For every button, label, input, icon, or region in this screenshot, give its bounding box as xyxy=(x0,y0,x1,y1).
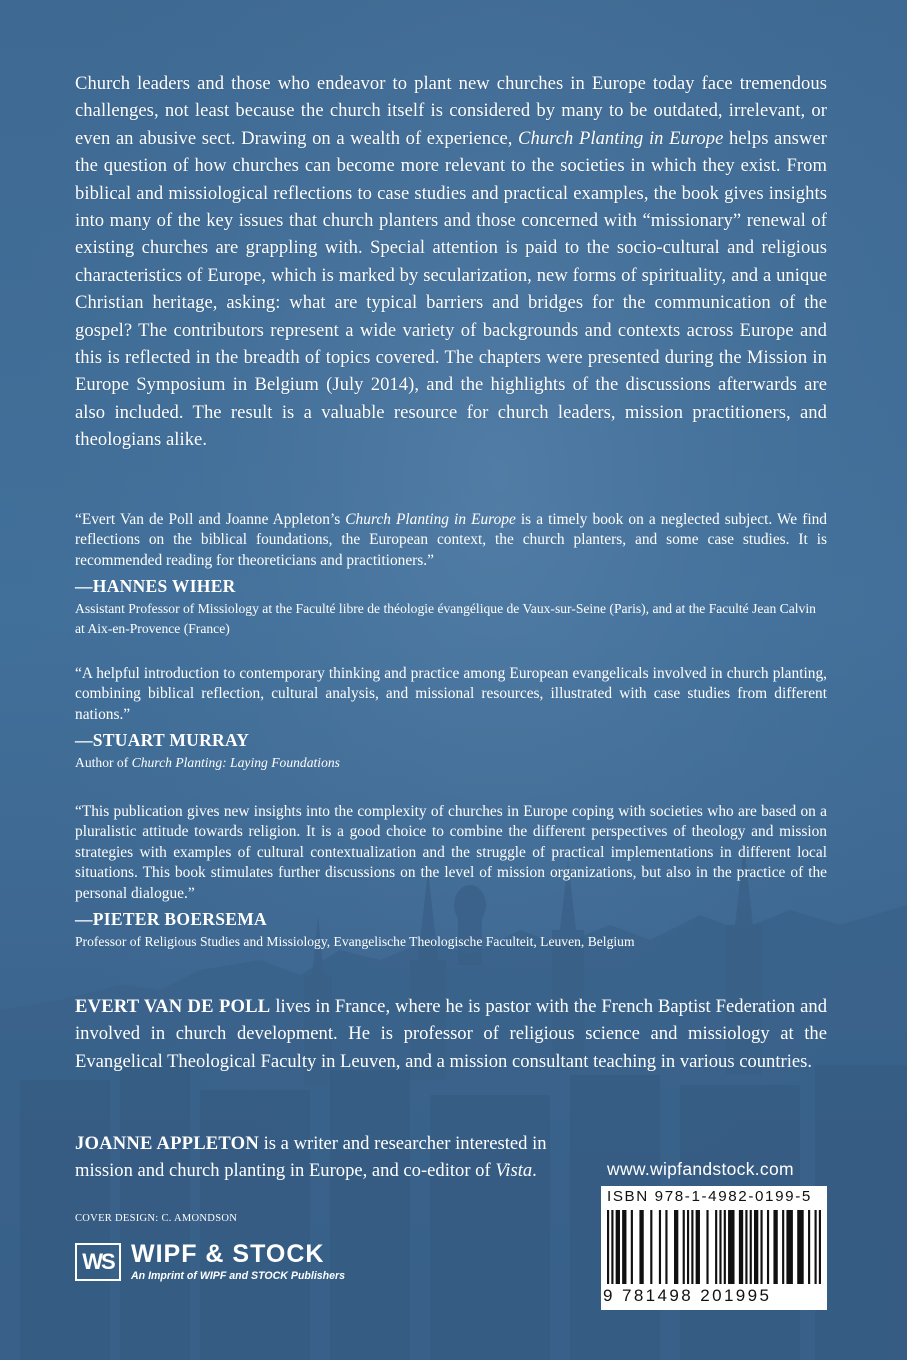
barcode-bar xyxy=(616,1210,620,1284)
blurb-text: Church leaders and those who endeavor to plant new churches in Europe today face tremendous challenges, not least because the church itself is considered by many to be outdated, irrelevant, or even an abusive sect. Drawing on a wealth of experience, xyxy=(75,73,827,149)
barcode-bar xyxy=(683,1210,685,1284)
barcode-bar xyxy=(639,1210,643,1284)
ws-logo-mark: WS xyxy=(75,1243,121,1281)
author-name: EVERT VAN DE POLL xyxy=(75,996,271,1017)
endorser-name: —HANNES WIHER xyxy=(75,576,236,597)
blurb-italic: Church Planting in Europe xyxy=(518,127,724,149)
barcode-bar xyxy=(750,1210,752,1284)
barcode-bar xyxy=(782,1210,784,1284)
role-text: Assistant Professor of Missiology at the Faculté libre de théologie évangélique de Vaux-sur-Seine (Paris), and at the Faculté Jean Calvin at Aix-en-Provence (France) xyxy=(75,601,816,637)
endorsement-quote xyxy=(75,510,827,571)
barcode-bar xyxy=(622,1210,626,1284)
endorsement-quote xyxy=(75,664,827,725)
barcode-bar xyxy=(808,1210,810,1284)
publisher-imprint: An Imprint of WIPF and STOCK Publishers xyxy=(131,1270,346,1282)
endorsement-hannes-wiher xyxy=(75,510,827,639)
bio-text: lives in France, where he is pastor with the French Baptist Federation and involved in church development. He is professor of religious science and missiology at the Evangelical Theological Faculty in Leuven, and a mission consultant teaching in various countries. xyxy=(75,996,827,1072)
barcode-bar xyxy=(724,1210,726,1284)
barcode-bar xyxy=(767,1210,769,1284)
isbn-digits: 9 781498 201995 xyxy=(603,1286,772,1305)
quote-text: is a timely book on a neglected subject. We find reflections on the biblical foundations, the European context, the church planters, and some case studies. It is recommended reading for theoreticians and practitioners.” xyxy=(75,511,827,569)
endorsement-pieter-boersema xyxy=(75,802,827,952)
barcode-bar xyxy=(797,1210,803,1284)
quote-text: “Evert Van de Poll and Joanne Appleton’s xyxy=(75,511,346,528)
publisher-name: WIPF & STOCK xyxy=(131,1240,325,1268)
barcode-bar xyxy=(739,1210,743,1284)
quote-text: “This publication gives new insights into the complexity of churches in Europe coping with societies who are based on a pluralistic attitude towards religion. It is a good choice to combine the different perspectives of theology and mission strategies with examples of cultural contextualization and the struggle of practical implementations in different local situations. This book stimulates further discussions on the level of mission organizations, but also in the practice of the personal dialogue.” xyxy=(75,803,827,902)
barcode-bar xyxy=(674,1210,678,1284)
cover-design-credit: COVER DESIGN: C. AMONDSON xyxy=(75,1213,238,1224)
barcode-bar xyxy=(786,1210,792,1284)
endorsement-stuart-murray xyxy=(75,664,827,773)
barcode-bar xyxy=(754,1210,758,1284)
bio-text: is a writer and researcher interested in mission and church planting in Europe, and co-editor of xyxy=(75,1133,547,1182)
barcode-bar xyxy=(665,1210,667,1284)
barcode-bar xyxy=(819,1210,821,1284)
barcode-bar xyxy=(706,1210,708,1284)
endorser-role xyxy=(75,753,827,773)
role-italic: Church Planting: Laying Foundations xyxy=(131,755,340,771)
endorsement-quote xyxy=(75,802,827,904)
endorser-name: —PIETER BOERSEMA xyxy=(75,909,267,930)
publisher-logo xyxy=(75,1240,385,1290)
barcode-bar xyxy=(696,1210,700,1284)
barcode-bar xyxy=(773,1210,777,1284)
endorser-name: —STUART MURRAY xyxy=(75,730,250,751)
role-text: Author of xyxy=(75,755,132,771)
blurb-text: helps answer the question of how churches can become more relevant to the societies in which they exist. From biblical and missiological reflections to case studies and practical examples, the book gives insights into many of the key issues that church planters and those concerned with “missionary” renewal of existing churches are grappling with. Special attention is paid to the socio-cultural and religious characteristics of Europe, which is marked by secularization, new forms of spirituality, and a unique Christian heritage, asking: what are typical barriers and bridges for the communication of the gospel? The contributors represent a wide variety of backgrounds and contexts across Europe and this is reflected in the breadth of topics covered. The chapters were presented during the Mission in Europe Symposium in Belgium (July 2014), and the highlights of the discussions afterwards are also included. The result is a valuable resource for church leaders, mission practitioners, and theologians alike. xyxy=(75,127,827,451)
barcode-bar xyxy=(607,1210,609,1284)
isbn-label: ISBN 978-1-4982-0199-5 xyxy=(607,1188,812,1205)
quote-text: “A helpful introduction to contemporary thinking and practice among European evangelicals involved in church planting, combining biblical reflection, cultural analysis, and missional resources, illustrated with case studies from different nations.” xyxy=(75,665,827,723)
isbn-barcode xyxy=(601,1186,827,1310)
role-text: Professor of Religious Studies and Missiology, Evangelische Theologische Faculteit, Leuven, Belgium xyxy=(75,934,635,950)
barcode-bar xyxy=(650,1210,652,1284)
barcode-bar xyxy=(760,1210,762,1284)
barcode-bar xyxy=(687,1210,689,1284)
barcode-bar xyxy=(719,1210,721,1284)
barcode-bars xyxy=(607,1210,821,1284)
book-blurb xyxy=(75,70,827,454)
bio-italic: Vista xyxy=(495,1160,533,1182)
endorser-role xyxy=(75,599,827,639)
barcode-bar xyxy=(745,1210,747,1284)
endorser-role xyxy=(75,932,827,952)
barcode-bar xyxy=(728,1210,734,1284)
barcode-bar xyxy=(691,1210,693,1284)
barcode-bar xyxy=(659,1210,661,1284)
barcode-bar xyxy=(715,1210,717,1284)
barcode-bar xyxy=(631,1210,633,1284)
author-name: JOANNE APPLETON xyxy=(75,1133,259,1154)
barcode-bar xyxy=(815,1210,817,1284)
quote-italic: Church Planting in Europe xyxy=(345,511,516,528)
publisher-website[interactable]: www.wipfandstock.com xyxy=(607,1159,794,1179)
barcode-bar xyxy=(611,1210,613,1284)
bio-text: . xyxy=(532,1160,537,1182)
author-bio-evert-van-de-poll xyxy=(75,993,827,1075)
author-bio-joanne-appleton xyxy=(75,1130,575,1185)
